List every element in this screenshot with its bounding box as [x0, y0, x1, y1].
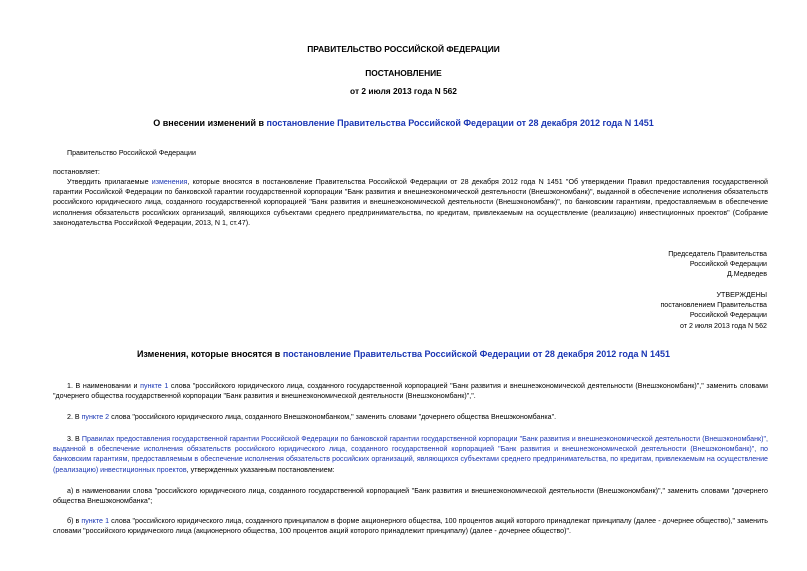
item-2-point-link[interactable]: пункте 2 [81, 413, 110, 421]
preamble-resolves: постановляет: [53, 168, 100, 176]
government-heading: ПРАВИТЕЛЬСТВО РОССИЙСКОЙ ФЕДЕРАЦИИ [307, 44, 500, 54]
signature-name: Д.Медведев [726, 270, 767, 279]
item-3b-text-1: б) в [67, 517, 82, 525]
approval-line-2: постановлением Правительства [660, 301, 767, 310]
item-3-rules-link[interactable]: Правилах предоставления государственной гарантии Российской Федерации по банковской гарантии государственной корпорации "Банк развития и внешнеэкономической деятельности (Внешэкономбанк)", выданной в обеспечение исполнения обязательств российского юридического лица, созданного государственной корпорацией "Банк развития и внешнеэкономической деятельности (Внешэкономбанк)", по банковским гарантиям, предоставляемым в обеспечение исполнения обязательств российских организаций, являющихся субъектами среднего предпринимательства, по кредитам, привлекаемым на осуществление (реализацию) инвестиционных проектов [53, 435, 768, 474]
title-decree-link[interactable]: постановление Правительства Российской Федерации от 28 декабря 2012 года N 1451 [266, 118, 654, 128]
item-3b [53, 516, 768, 536]
document-title-prefix: О внесении изменений в [153, 118, 267, 128]
item-3b-text-2: слова "российского юридического лица, созданного принципалом в форме акционерного общества, 100 процентов акций которого принадлежат принципалу (далее - дочернее общество)," заменить словами "российского юридического лица (акционерного общества, 100 процентов акций которого принадлежит принципалу) (далее - дочернее общество)". [53, 517, 768, 536]
item-1-text-1: 1. В наименовании и [67, 382, 141, 390]
signature-government: Российской Федерации [689, 260, 767, 269]
main-paragraph [53, 177, 768, 228]
item-3b-point-link[interactable]: пункте 1 [81, 517, 110, 525]
item-1 [53, 381, 768, 401]
item-3-text-1: 3. В [67, 435, 82, 443]
document-date-number: от 2 июля 2013 года N 562 [350, 86, 457, 96]
item-1-point-link[interactable]: пункте 1 [140, 382, 169, 390]
changes-link[interactable]: изменения [151, 178, 188, 186]
changes-title-prefix: Изменения, которые вносятся в [136, 349, 283, 359]
main-paragraph-text-2: , которые вносятся в постановление Правительства Российской Федерации от 28 декабря 2012 года N 1451 "Об утверждении Правил предоставления государственной гарантии Российской Федерации по банковской гарантии государственной корпорации "Банк развития и внешнеэкономической деятельности (Внешэкономбанк)", выданной в обеспечение исполнения обязательств российского юридического лица, созданного государственной корпорацией "Банк развития и внешнеэкономической деятельности (Внешэкономбанк)", по банковским гарантиям, предоставляемым в обеспечение исполнения обязательств российских организаций, являющихся субъектами среднего предпринимательства, по кредитам, привлекаемым на осуществление (реализацию) инвестиционных проектов" (Собрание законодательства Российской Федерации, 2013, N 1, ст.47). [53, 178, 768, 227]
main-paragraph-text-1: Утвердить прилагаемые [67, 178, 152, 186]
changes-title-decree-link[interactable]: постановление Правительства Российской Федерации от 28 декабря 2012 года N 1451 [282, 349, 671, 359]
changes-title [0, 349, 807, 359]
approval-line-3: Российской Федерации [689, 311, 767, 320]
item-3 [53, 434, 768, 475]
approval-block [660, 290, 767, 331]
preamble-government: Правительство Российской Федерации [67, 149, 196, 157]
signature-position: Председатель Правительства [668, 250, 767, 258]
signature-block [668, 249, 767, 280]
item-3a-text: а) в наименовании слова "российского юридического лица, созданного государственной корпорацией "Банк развития и внешнеэкономической деятельности (Внешэкономбанк)"," заменить словами "дочернего общества Внешэкономбанка"; [53, 487, 768, 506]
item-3-text-2: , утвержденных указанным постановлением: [186, 465, 335, 474]
item-2-text-1: 2. В [67, 413, 82, 421]
approval-heading: УТВЕРЖДЕНЫ [716, 291, 767, 299]
item-2-text-2: слова "российского юридического лица, созданного Внешэкономбанком," заменить словами "дочернего общества Внешэкономбанка". [109, 413, 557, 421]
item-2 [53, 412, 768, 422]
item-1-text-2: слова "российского юридического лица, созданного государственной корпорацией "Банк развития и внешнеэкономической деятельности (Внешэкономбанк)"," заменить словами "дочернего общества государственной корпорации "Банк развития и внешнеэкономической деятельности (Внешэкономбанк)",". [53, 382, 769, 401]
document-title [0, 118, 807, 128]
document-type-heading: ПОСТАНОВЛЕНИЕ [365, 68, 442, 78]
item-3a [53, 486, 768, 506]
approval-date: от 2 июля 2013 года N 562 [680, 321, 767, 330]
